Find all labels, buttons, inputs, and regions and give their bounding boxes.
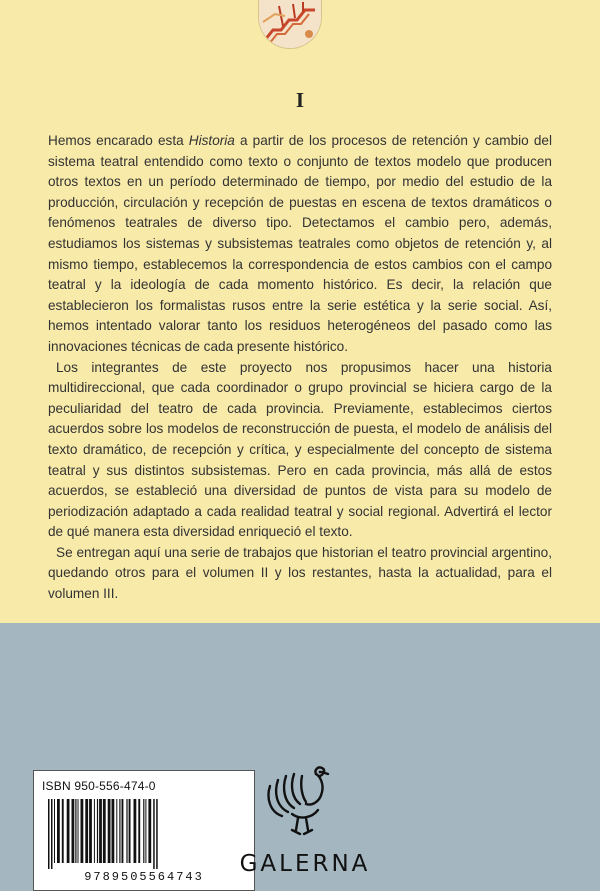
paragraph-3: Se entregan aquí una serie de trabajos que historian el teatro provincial argentino, quedando otros para el volumen II y los restantes, hasta la actualidad, para el volumen III. — [48, 544, 552, 602]
back-cover-text — [48, 131, 552, 605]
isbn-label: ISBN 950-556-474-0 — [42, 779, 156, 793]
barcode-digits: 9789505564743 — [84, 870, 204, 884]
paragraph-2: Los integrantes de este proyecto nos propusimos hacer una historia multidireccional, que cada coordinador o grupo provincial se hiciera cargo de la peculiaridad del teatro de cada provincia. Previamente, establecimos ciertos acuerdos sobre los modelos de reconstrucción de puesta, el modelo de análisis del texto dramático, de recepción y crítica, y especialmente del concepto de sistema teatral y sus distintos subsistemas. Pero en cada provincia, más allá de estos acuerdos, se estableció una diversidad de puntos de vista para su modelo de periodización adaptado a cada realidad teatral y social regional. Advertirá el lector de qué manera esta diversidad enriqueció el texto. — [48, 359, 552, 540]
publisher-name: GALERNA — [239, 851, 371, 877]
italic-title: Historia — [188, 133, 235, 148]
paragraph-1: Hemos encarado esta Historia a partir de los procesos de retención y cambio del sistema teatral entendido como texto o conjunto de textos modelo que producen otros textos en un período determinado de tiempo, por medio del estudio de la producción, circulación y recepción de puestas en escena de textos dramáticos o fenómenos teatrales de diverso tipo. Detectamos el cambio pero, además, estudiamos los sistemas y subsistemas teatrales como objetos de retención y, al mismo tiempo, establecemos la correspondencia de estos cambios con el campo teatral y la ideología de cada momento histórico. Es decir, la relación que establecieron los formalistas rusos entre la serie estética y la serie social. Así, hemos intentado valorar tanto los residuos heterogéneos del pasado como las innovaciones técnicas de cada presente histórico. — [48, 133, 552, 354]
rooster-logo-icon — [262, 764, 344, 844]
chapter-number: I — [295, 88, 305, 112]
